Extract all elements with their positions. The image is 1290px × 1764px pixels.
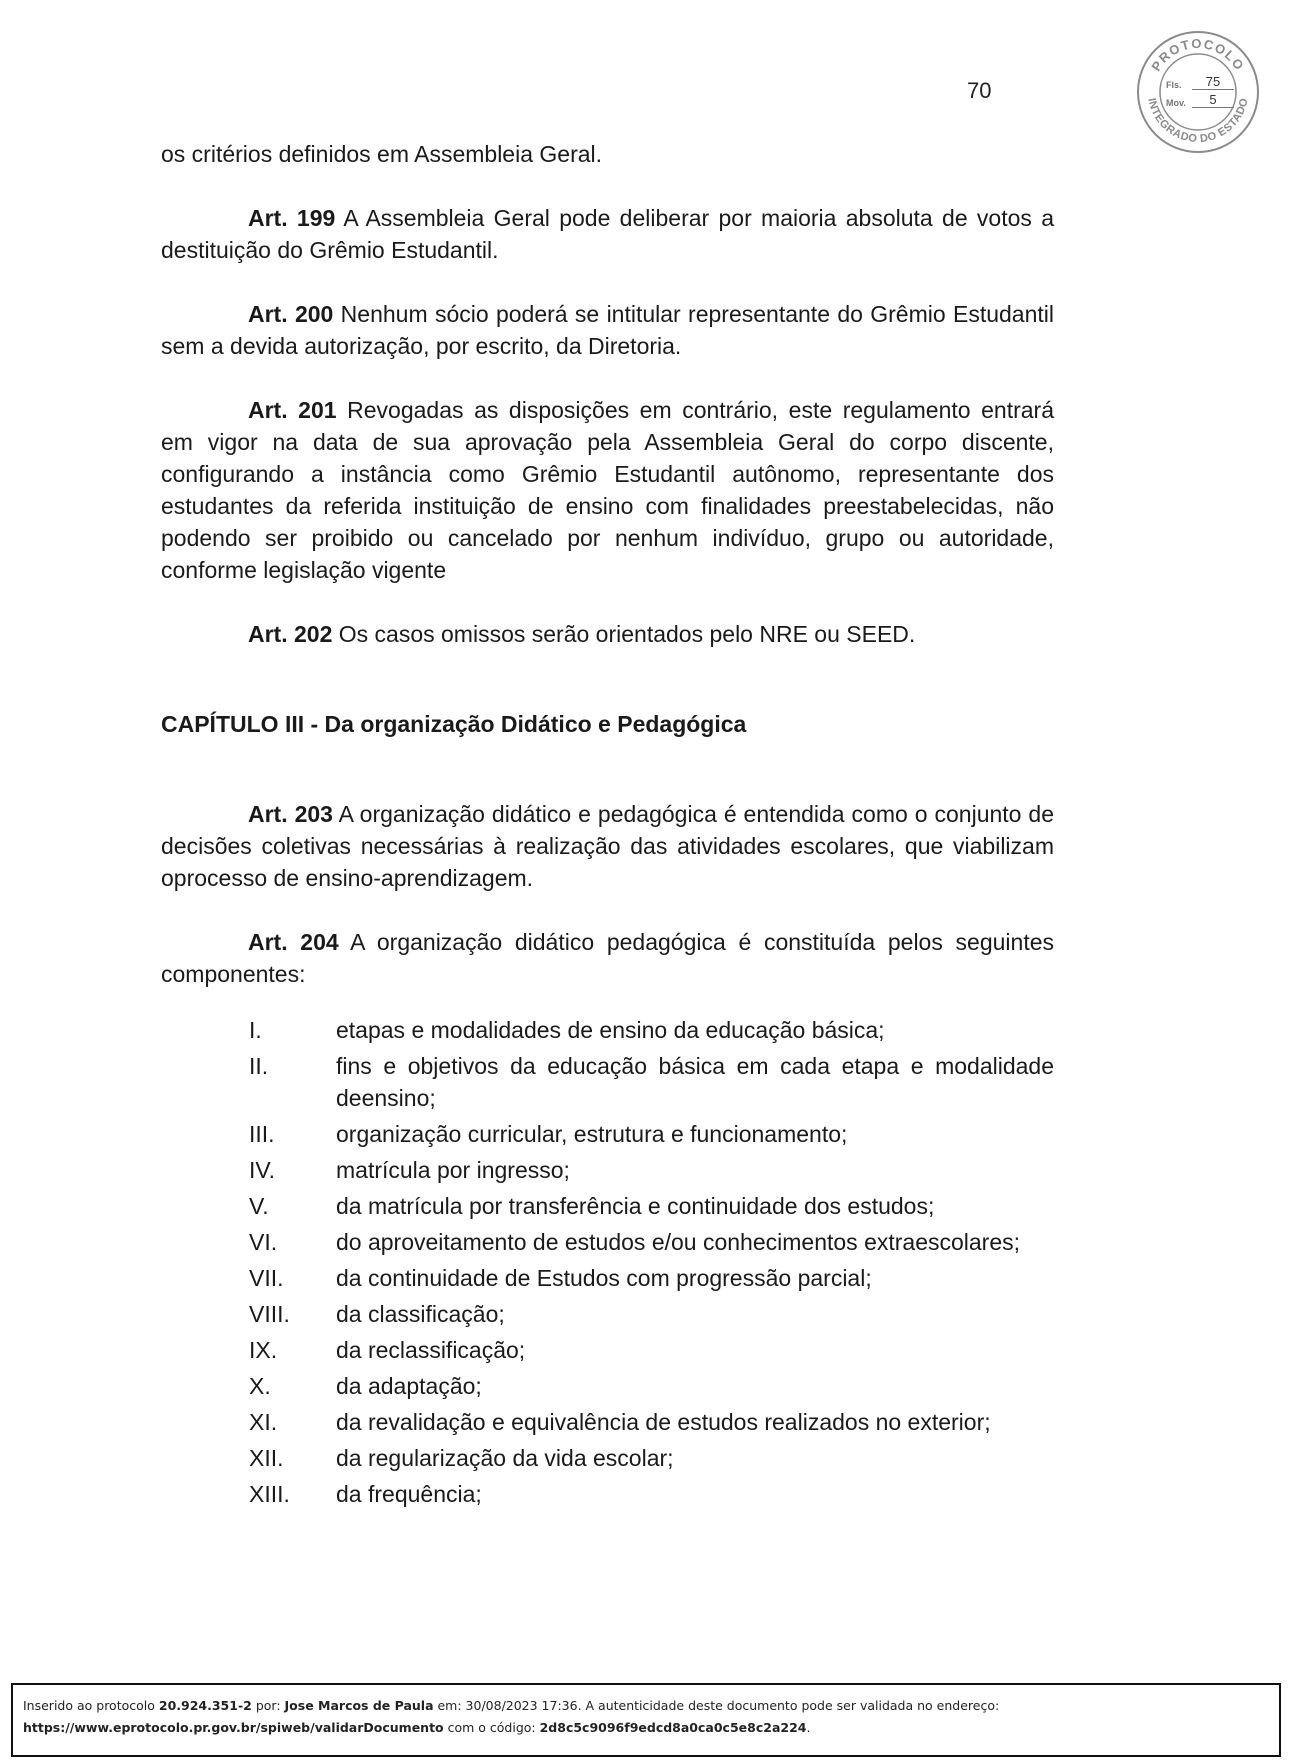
footer-line-1: [23, 1695, 1269, 1717]
article-199: [161, 202, 1054, 266]
list-item-number: III.: [249, 1121, 275, 1147]
article-203: [161, 798, 1054, 894]
intro-line: os critérios definidos em Assembleia Geral.: [161, 141, 603, 167]
stamp-bottom-text: INTEGRADO DO ESTADO: [1145, 96, 1251, 146]
list-item-number: X.: [249, 1373, 271, 1399]
stamp-top-text: PROTOCOLO: [1148, 35, 1248, 74]
components-list: [161, 1014, 1054, 1510]
article-text: Os casos omissos serão orientados pelo NRE ou SEED.: [332, 621, 916, 647]
list-item-number: VIII.: [249, 1301, 290, 1327]
article-label: Art. 204: [248, 929, 339, 955]
list-item-number: VI.: [249, 1229, 278, 1255]
list-item: [161, 1406, 1054, 1438]
list-item-text: organização curricular, estrutura e funcionamento;: [336, 1121, 848, 1147]
stamp-fields: [1166, 72, 1234, 108]
list-item: [161, 1334, 1054, 1366]
list-item-number: IV.: [249, 1157, 276, 1183]
article-text: A organização didático pedagógica é constituída pelos seguintes componentes:: [161, 929, 1054, 987]
footer-line-2: [23, 1717, 1269, 1739]
svg-text:PROTOCOLO: [1148, 36, 1247, 74]
protocol-stamp: [1136, 30, 1261, 155]
list-item-text: da regularização da vida escolar;: [336, 1445, 674, 1471]
list-item: [161, 1050, 1054, 1114]
footer-code-text: com o código:: [443, 1720, 540, 1735]
footer-by: por:: [251, 1698, 285, 1713]
article-label: Art. 202: [248, 621, 333, 647]
list-item-number: XII.: [249, 1445, 284, 1471]
article-202: [161, 618, 1054, 650]
footer-date: em: 30/08/2023 17:36. A autenticidade deste documento pode ser validada no endereço:: [433, 1698, 1000, 1713]
article-label: Art. 200: [248, 301, 334, 327]
article-204: [161, 926, 1054, 990]
list-item-number: XI.: [249, 1409, 278, 1435]
footer-protocol: 20.924.351-2: [158, 1698, 252, 1713]
footer-end: .: [806, 1720, 811, 1735]
article-text: A Assembleia Geral pode deliberar por maioria absoluta de votos a destituição do Grêmio Estudantil.: [161, 205, 1054, 263]
list-item-text: do aproveitamento de estudos e/ou conhecimentos extraescolares;: [336, 1229, 1021, 1255]
authentication-footer: [11, 1683, 1281, 1757]
list-item: [161, 1226, 1054, 1258]
list-item-number: IX.: [249, 1337, 278, 1363]
stamp-fls-value: 75: [1192, 75, 1234, 90]
footer-code: 2d8c5c9096f9edcd8a0ca0c5e8c2a224: [539, 1720, 807, 1735]
article-label: Art. 199: [248, 205, 336, 231]
list-item: [161, 1298, 1054, 1330]
list-item-number: VII.: [249, 1265, 284, 1291]
article-label: Art. 203: [248, 801, 333, 827]
list-item-number: II.: [249, 1053, 269, 1079]
list-item: [161, 1154, 1054, 1186]
list-item-number: XIII.: [249, 1481, 290, 1507]
article-200: [161, 298, 1054, 362]
footer-prefix: Inserido ao protocolo: [23, 1698, 159, 1713]
stamp-mov-row: [1166, 90, 1234, 108]
footer-validation-link[interactable]: https://www.eprotocolo.pr.gov.br/spiweb/validarDocumento: [23, 1720, 444, 1735]
article-text: A organização didático e pedagógica é entendida como o conjunto de decisões coletivas necessárias à realização das atividades escolares, que viabilizam oprocesso de ensino-aprendizagem.: [161, 801, 1055, 891]
chapter-title: CAPÍTULO III - Da organização Didático e Pedagógica: [161, 711, 747, 737]
list-item-text: da matrícula por transferência e continuidade dos estudos;: [336, 1193, 935, 1219]
list-item-text: matrícula por ingresso;: [336, 1157, 570, 1183]
list-item-text: da reclassificação;: [336, 1337, 526, 1363]
list-item-number: I.: [249, 1017, 262, 1043]
article-label: Art. 201: [248, 397, 337, 423]
list-item-text: da classificação;: [336, 1301, 505, 1327]
article-text: Revogadas as disposições em contrário, este regulamento entrará em vigor na data de sua aprovação pela Assembleia Geral do corpo discente, configurando a instância como Grêmio Estudantil autônomo, representante dos estudantes da referida instituição de ensino com finalidades preestabelecidas, não podendo ser proibido ou cancelado por nenhum indivíduo, grupo ou autoridade, conforme legislação vigente: [161, 397, 1055, 583]
list-item-number: V.: [249, 1193, 269, 1219]
list-item-text: da frequência;: [336, 1481, 482, 1507]
list-item: [161, 1118, 1054, 1150]
stamp-mov-label: Mov.: [1166, 98, 1186, 108]
list-item-text: da adaptação;: [336, 1373, 482, 1399]
article-text: Nenhum sócio poderá se intitular representante do Grêmio Estudantil sem a devida autorização, por escrito, da Diretoria.: [161, 301, 1054, 359]
list-item-text: da continuidade de Estudos com progressão parcial;: [336, 1265, 872, 1291]
stamp-mov-value: 5: [1192, 93, 1234, 108]
stamp-fls-row: [1166, 72, 1234, 90]
list-item-text: fins e objetivos da educação básica em cada etapa e modalidade deensino;: [336, 1053, 1054, 1111]
list-item: [161, 1262, 1054, 1294]
stamp-fls-label: Fls.: [1166, 80, 1182, 90]
page-number: 70: [967, 78, 992, 103]
list-item-text: etapas e modalidades de ensino da educação básica;: [336, 1017, 885, 1043]
list-item: [161, 1442, 1054, 1474]
document-body: [161, 138, 1054, 1514]
list-item: [161, 1478, 1054, 1510]
list-item: [161, 1370, 1054, 1402]
article-201: [161, 394, 1054, 586]
footer-author: Jose Marcos de Paula: [284, 1698, 434, 1713]
list-item-text: da revalidação e equivalência de estudos realizados no exterior;: [336, 1409, 991, 1435]
list-item: [161, 1190, 1054, 1222]
list-item: [161, 1014, 1054, 1046]
